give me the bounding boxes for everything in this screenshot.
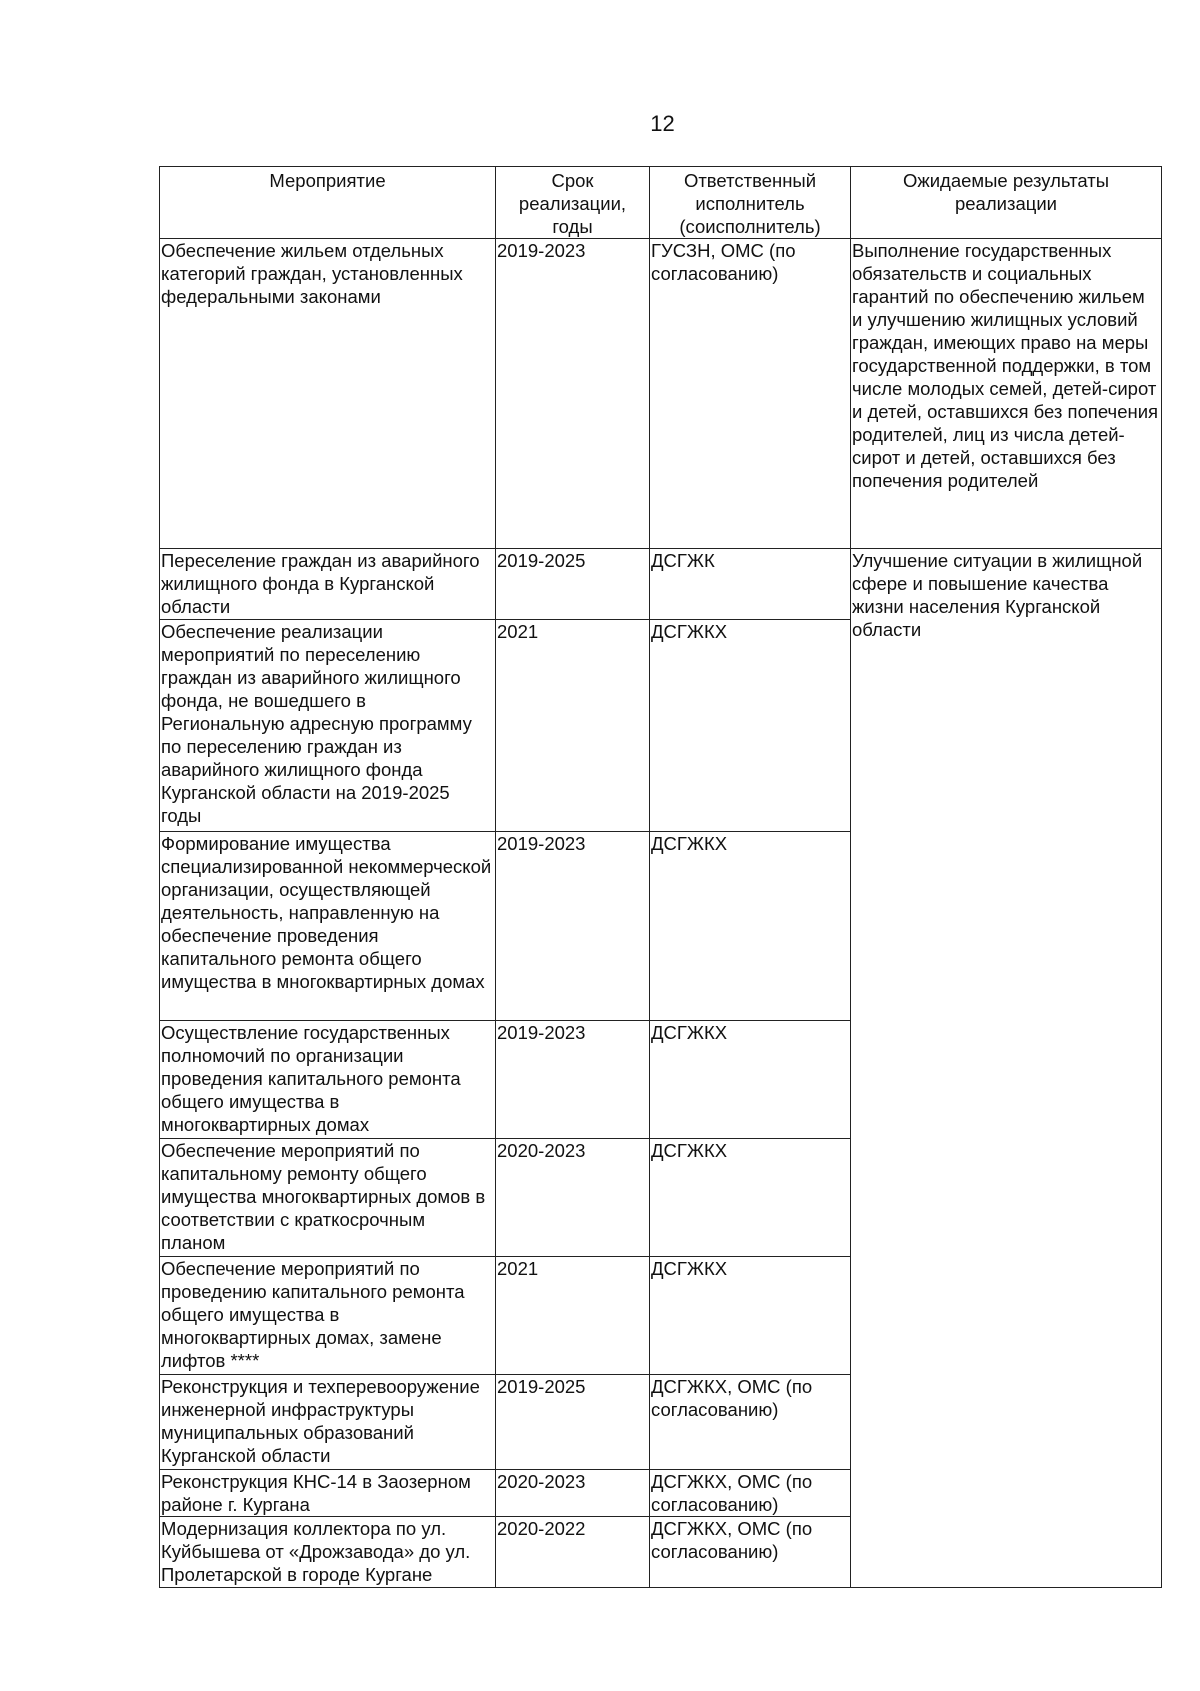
activity-cell: Модернизация коллектора по ул. Куйбышева от «Дрожзавода» до ул. Пролетарской в городе Кургане — [160, 1517, 496, 1588]
header-period: Срок реализации, годы — [496, 167, 650, 239]
executor-cell: ДСГЖКХ, ОМС (по согласованию) — [650, 1517, 851, 1588]
result-cell: Улучшение ситуации в жилищной сфере и повышение качества жизни населения Курганской области — [851, 549, 1162, 1588]
table-header-row — [160, 167, 1162, 239]
table-row — [160, 549, 1162, 620]
period-cell: 2021 — [496, 620, 650, 832]
header-activity: Мероприятие — [160, 167, 496, 239]
header-executor: Ответственный исполнитель (соисполнитель) — [650, 167, 851, 239]
executor-cell: ДСГЖКХ, ОМС (по согласованию) — [650, 1375, 851, 1470]
period-cell: 2020-2023 — [496, 1470, 650, 1517]
executor-cell: ГУСЗН, ОМС (по согласованию) — [650, 239, 851, 549]
period-cell: 2019-2025 — [496, 1375, 650, 1470]
activities-table — [159, 166, 1162, 1588]
activity-cell: Обеспечение мероприятий по проведению капитального ремонта общего имущества в многоквартирных домах, замене лифтов **** — [160, 1257, 496, 1375]
header-result: Ожидаемые результаты реализации — [851, 167, 1162, 239]
period-cell: 2019-2025 — [496, 549, 650, 620]
executor-cell: ДСГЖКХ — [650, 1021, 851, 1139]
period-cell: 2020-2023 — [496, 1139, 650, 1257]
activity-cell: Формирование имущества специализированной некоммерческой организации, осуществляющей деятельность, направленную на обеспечение проведения капитального ремонта общего имущества в многоквартирных домах — [160, 832, 496, 1021]
executor-cell: ДСГЖКХ — [650, 1139, 851, 1257]
activity-cell: Переселение граждан из аварийного жилищного фонда в Курганской области — [160, 549, 496, 620]
activity-cell: Обеспечение мероприятий по капитальному ремонту общего имущества многоквартирных домов в соответствии с краткосрочным планом — [160, 1139, 496, 1257]
period-cell: 2019-2023 — [496, 832, 650, 1021]
table-row — [160, 239, 1162, 549]
executor-cell: ДСГЖКХ — [650, 620, 851, 832]
page-number: 12 — [650, 111, 675, 136]
period-cell: 2019-2023 — [496, 239, 650, 549]
activity-cell: Реконструкция и техперевооружение инженерной инфраструктуры муниципальных образований Курганской области — [160, 1375, 496, 1470]
period-cell: 2021 — [496, 1257, 650, 1375]
period-cell: 2020-2022 — [496, 1517, 650, 1588]
activity-cell: Обеспечение жильем отдельных категорий граждан, установленных федеральными законами — [160, 239, 496, 549]
executor-cell: ДСГЖКХ — [650, 1257, 851, 1375]
executor-cell: ДСГЖКХ, ОМС (по согласованию) — [650, 1470, 851, 1517]
result-cell: Выполнение государственных обязательств и социальных гарантий по обеспечению жильем и улучшению жилищных условий граждан, имеющих право на меры государственной поддержки, в том числе молодых семей, детей-сирот и детей, оставшихся без попечения родителей, лиц из числа детей-сирот и детей, оставшихся без попечения родителей — [851, 239, 1162, 549]
executor-cell: ДСГЖКХ — [650, 832, 851, 1021]
activity-cell: Осуществление государственных полномочий по организации проведения капитального ремонта общего имущества в многоквартирных домах — [160, 1021, 496, 1139]
executor-cell: ДСГЖК — [650, 549, 851, 620]
period-cell: 2019-2023 — [496, 1021, 650, 1139]
activity-cell: Обеспечение реализации мероприятий по переселению граждан из аварийного жилищного фонда, не вошедшего в Региональную адресную программу по переселению граждан из аварийного жилищного фонда Курганской области на 2019-2025 годы — [160, 620, 496, 832]
activity-cell: Реконструкция КНС-14 в Заозерном районе г. Кургана — [160, 1470, 496, 1517]
